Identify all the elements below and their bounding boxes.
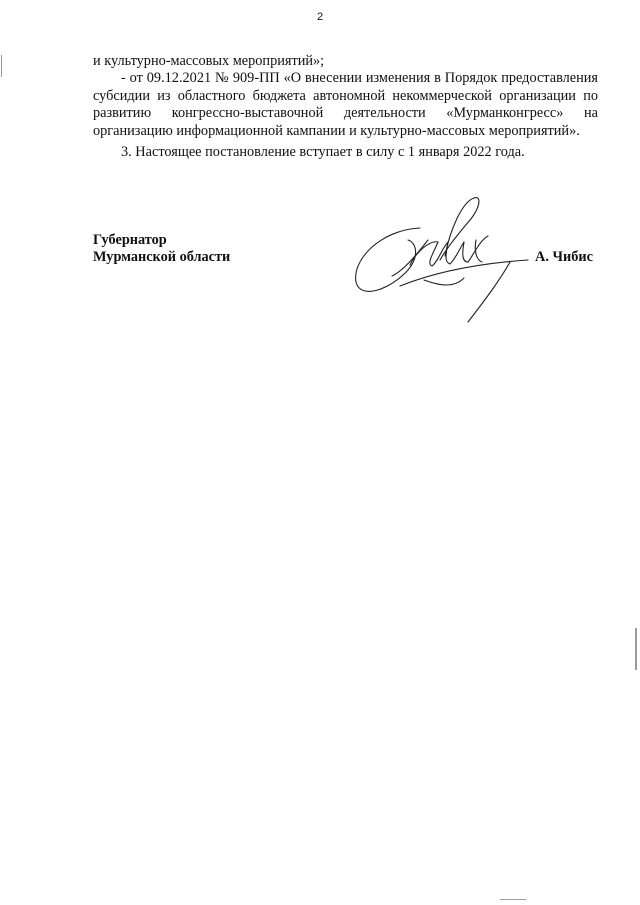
paragraph-continuation: и культурно-массовых мероприятий»; <box>93 53 325 69</box>
handwritten-signature-icon <box>350 190 540 335</box>
paragraph-effective-date: 3. Настоящее постановление вступает в силу с 1 января 2022 года. <box>121 144 525 161</box>
signatory-title <box>93 232 230 267</box>
paragraph-amendment-item: - от 09.12.2021 № 909-ПП «О внесении изменения в Порядок предоставления субсидии из областного бюджета автономной некоммерческой организации по развитию конгрессно-выставочной деятельности «Мурманконгресс» на организацию информационной кампании и культурно-массовых мероприятий». <box>93 70 598 139</box>
scan-mark-left <box>1 55 2 77</box>
signatory-title-line2: Мурманской области <box>93 249 231 266</box>
scan-mark-bottom <box>500 899 526 900</box>
scan-mark-right <box>635 628 637 670</box>
signatory-name: А. Чибис <box>535 249 593 265</box>
page-number: 2 <box>316 11 324 23</box>
document-body <box>93 53 598 161</box>
signatory-title-line1: Губернатор <box>93 232 167 248</box>
